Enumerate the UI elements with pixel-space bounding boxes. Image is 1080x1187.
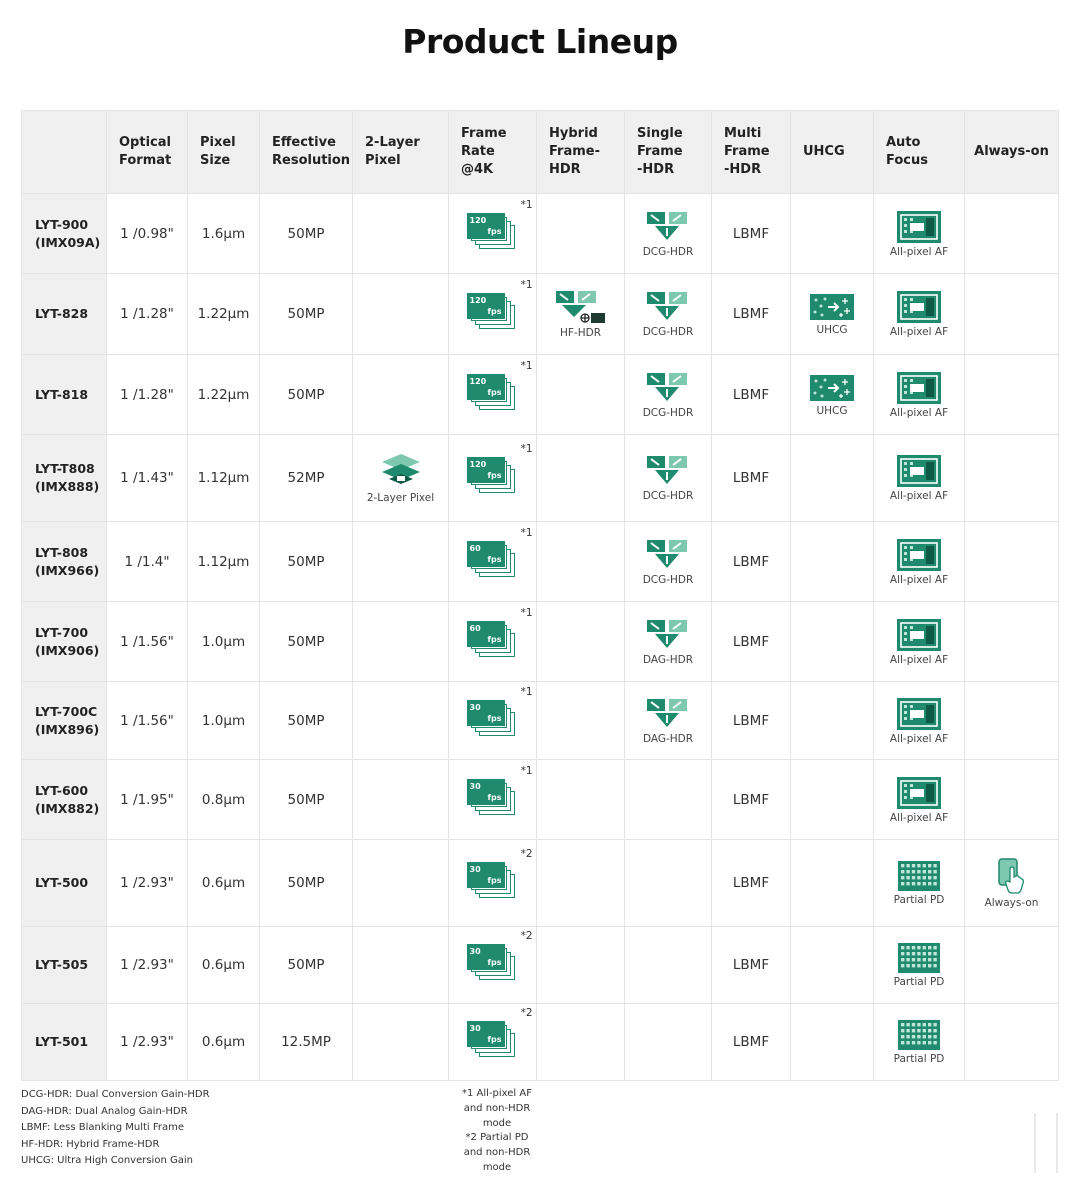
all-pixel-af-icon (896, 290, 942, 324)
footnote-line: mode (482, 1117, 512, 1129)
frame-rate-value: 60 (469, 623, 481, 633)
hdr-icon (645, 618, 691, 652)
partial-pd-icon (897, 860, 941, 892)
model-name: LYT-900 (IMX09A) (22, 194, 107, 274)
resolution-value: 50MP (287, 225, 325, 242)
two-layer-pixel (353, 452, 448, 504)
frame-rate-unit: fps (487, 634, 502, 644)
multi-frame-hdr-value: LBMF (732, 712, 770, 729)
resolution-value: 50MP (287, 712, 325, 729)
two-layer-pixel-icon (378, 452, 424, 490)
uhcg-label: UHCG (816, 324, 848, 336)
single-frame-hdr (625, 697, 711, 745)
header-auto-focus: Auto Focus (874, 111, 965, 194)
hdr-icon (645, 290, 691, 324)
pixel-size-value: 1.22μm (197, 306, 250, 322)
frame-rate-badge (467, 606, 533, 659)
two-layer-pixel-label: 2-Layer Pixel (366, 492, 435, 504)
frame-rate-unit: fps (487, 1035, 502, 1044)
hdr-icon (645, 697, 691, 731)
table-row (22, 355, 1059, 435)
glossary-item: DCG-HDR: Dual Conversion Gain-HDR (21, 1089, 210, 1100)
frame-rate-value: 120 (469, 376, 487, 386)
multi-frame-hdr-value: LBMF (732, 791, 770, 808)
header-always-on: Always-on (965, 111, 1059, 194)
frame-rate-value: 120 (469, 215, 487, 225)
pixel-size-value: 0.6μm (201, 957, 246, 973)
footnote-marker: *1 (520, 279, 533, 291)
table-row (22, 760, 1059, 840)
table-row (22, 840, 1059, 927)
single-frame-hdr-label: DAG-HDR (642, 653, 694, 666)
auto-focus-label: Partial PD (893, 894, 945, 906)
frame-rate-badge (467, 443, 533, 495)
frame-rate-badge (467, 359, 533, 412)
model-name: LYT-808 (IMX966) (22, 522, 107, 602)
auto-focus-label: Partial PD (893, 1053, 945, 1065)
pixel-size-value: 1.6μm (201, 225, 246, 242)
pixel-size-value: 1.12μm (197, 553, 250, 570)
table-row (22, 522, 1059, 602)
frame-rate-badge (467, 198, 533, 251)
frame-rate-unit: fps (487, 958, 502, 967)
header-hybrid-frame-hdr: Hybrid Frame- HDR (537, 111, 625, 194)
optical-format-value: 1 /1.56" (120, 633, 174, 650)
multi-frame-hdr-value: LBMF (732, 633, 770, 650)
footnote-line: and non-HDR (463, 1147, 531, 1159)
table-row (22, 682, 1059, 760)
pixel-size-value: 0.6μm (201, 1034, 246, 1050)
hybrid-frame-hdr (537, 289, 624, 339)
frame-rate-value: 120 (469, 296, 487, 305)
optical-format-value: 1 /1.56" (120, 712, 174, 729)
table-row (22, 274, 1059, 355)
footnotes (452, 1087, 542, 1176)
always-on (965, 857, 1058, 909)
glossary-item: DAG-HDR: Dual Analog Gain-HDR (21, 1105, 188, 1117)
single-frame-hdr (625, 290, 711, 338)
pixel-size-value: 0.8μm (201, 791, 246, 808)
footnote-marker: *1 (520, 359, 533, 372)
auto-focus-label: All-pixel AF (889, 326, 949, 338)
uhcg-icon (809, 373, 855, 403)
auto-focus (874, 210, 964, 258)
optical-format-value: 1 /1.28" (120, 386, 174, 403)
frame-rate-value: 30 (469, 947, 481, 956)
auto-focus (874, 860, 964, 906)
all-pixel-af-icon (896, 454, 942, 488)
frame-rate-badge (467, 764, 533, 817)
multi-frame-hdr-value: LBMF (732, 306, 770, 322)
table-row (22, 927, 1059, 1004)
single-frame-hdr (625, 538, 711, 586)
auto-focus-label: All-pixel AF (889, 732, 949, 745)
single-frame-hdr-label: DCG-HDR (642, 573, 694, 586)
footnote-marker: *1 (520, 606, 533, 619)
auto-focus (874, 371, 964, 419)
table-row (22, 435, 1059, 522)
multi-frame-hdr-value: LBMF (732, 957, 770, 973)
partial-pd-icon (897, 1019, 941, 1051)
watermark-mark (1034, 1113, 1058, 1173)
all-pixel-af-icon (896, 210, 942, 244)
single-frame-hdr-label: DCG-HDR (642, 406, 694, 419)
table-header-row (22, 111, 1059, 194)
model-name: LYT-818 (22, 355, 107, 435)
model-name: LYT-500 (22, 840, 107, 927)
frame-rate-unit: fps (487, 792, 502, 802)
single-frame-hdr-label: DCG-HDR (642, 490, 694, 502)
auto-focus-label: All-pixel AF (889, 406, 949, 419)
model-name: LYT-T808 (IMX888) (22, 435, 107, 522)
uhcg (791, 292, 873, 336)
resolution-value: 12.5MP (281, 1034, 331, 1050)
model-name: LYT-501 (22, 1004, 107, 1081)
optical-format-value: 1 /1.28" (120, 306, 174, 322)
glossary-item: LBMF: Less Blanking Multi Frame (21, 1122, 185, 1134)
single-frame-hdr-label: DCG-HDR (642, 245, 694, 258)
pixel-size-value: 1.0μm (201, 712, 246, 729)
pixel-size-value: 1.12μm (197, 470, 250, 486)
optical-format-value: 1 /2.93" (120, 1034, 174, 1050)
footnote-marker: *1 (520, 685, 533, 698)
resolution-value: 50MP (287, 633, 325, 650)
footnote-marker: *1 (520, 526, 533, 539)
glossary-item: UHCG: Ultra High Conversion Gain (21, 1155, 193, 1167)
resolution-value: 50MP (287, 386, 325, 403)
auto-focus (874, 1019, 964, 1065)
auto-focus (874, 290, 964, 338)
all-pixel-af-icon (896, 371, 942, 405)
single-frame-hdr-label: DCG-HDR (642, 326, 694, 338)
frame-rate-unit: fps (487, 307, 502, 316)
footnote-marker: *2 (520, 930, 533, 942)
uhcg (791, 373, 873, 417)
footnote-line: and non-HDR (463, 1102, 531, 1114)
header-optical-format: Optical Format (107, 111, 188, 194)
table-row (22, 602, 1059, 682)
auto-focus (874, 538, 964, 586)
glossary (21, 1087, 210, 1170)
page-title: Product Lineup (402, 22, 678, 61)
header-two-layer-pixel: 2-Layer Pixel (353, 111, 449, 194)
footnote-line: *2 Partial PD (465, 1132, 529, 1144)
auto-focus-label: All-pixel AF (889, 811, 949, 824)
pixel-size-value: 0.6μm (201, 875, 246, 891)
pixel-size-value: 1.0μm (201, 633, 246, 650)
single-frame-hdr (625, 454, 711, 502)
multi-frame-hdr-value: LBMF (732, 875, 770, 891)
auto-focus-label: Partial PD (893, 976, 945, 988)
table-row (22, 1004, 1059, 1081)
auto-focus (874, 618, 964, 666)
all-pixel-af-icon (896, 776, 942, 810)
all-pixel-af-icon (896, 618, 942, 652)
auto-focus (874, 942, 964, 988)
model-name: LYT-600 (IMX882) (22, 760, 107, 840)
all-pixel-af-icon (896, 538, 942, 572)
auto-focus-label: All-pixel AF (889, 490, 949, 502)
always-on-label: Always-on (984, 897, 1039, 909)
frame-rate-badge (467, 848, 533, 900)
header-corner (22, 111, 107, 194)
resolution-value: 50MP (287, 306, 325, 322)
frame-rate-unit: fps (487, 876, 502, 885)
auto-focus-label: All-pixel AF (889, 653, 949, 666)
single-frame-hdr (625, 618, 711, 666)
optical-format-value: 1 /1.95" (120, 791, 174, 808)
single-frame-hdr (625, 210, 711, 258)
header-uhcg: UHCG (791, 111, 874, 194)
frame-rate-unit: fps (487, 471, 502, 480)
header-pixel-size: Pixel Size (188, 111, 260, 194)
frame-rate-value: 30 (469, 865, 481, 874)
multi-frame-hdr-value: LBMF (732, 1034, 770, 1050)
hf-hdr-icon (554, 289, 608, 325)
resolution-value: 50MP (287, 875, 325, 891)
optical-format-value: 1 /1.43" (120, 470, 174, 486)
hdr-icon (645, 538, 691, 572)
footnote-marker: *1 (520, 198, 533, 211)
frame-rate-unit: fps (487, 713, 502, 723)
optical-format-value: 1 /1.4" (124, 553, 170, 570)
multi-frame-hdr-value: LBMF (732, 553, 770, 570)
frame-rate-badge (467, 279, 533, 331)
single-frame-hdr (625, 371, 711, 419)
single-frame-hdr-label: DAG-HDR (642, 732, 694, 745)
frame-rate-value: 30 (469, 781, 481, 791)
resolution-value: 50MP (287, 791, 325, 808)
hybrid-frame-hdr-label: HF-HDR (559, 327, 601, 339)
frame-rate-value: 120 (469, 460, 487, 469)
frame-rate-value: 30 (469, 702, 481, 712)
uhcg-icon (809, 292, 855, 322)
auto-focus (874, 776, 964, 824)
resolution-value: 50MP (287, 553, 325, 570)
frame-rate-unit: fps (487, 554, 502, 564)
frame-rate-unit: fps (487, 226, 502, 236)
resolution-value: 52MP (287, 470, 325, 486)
footnote-marker: *2 (520, 1007, 533, 1019)
table-row (22, 194, 1059, 274)
footnote-marker: *2 (520, 848, 533, 860)
header-effective-resolution: Effective Resolution (260, 111, 353, 194)
frame-rate-value: 30 (469, 1024, 481, 1033)
hdr-icon (645, 454, 691, 488)
partial-pd-icon (897, 942, 941, 974)
header-frame-rate: Frame Rate @4K (449, 111, 537, 194)
auto-focus (874, 697, 964, 745)
always-on-icon (996, 857, 1028, 895)
frame-rate-value: 60 (469, 543, 481, 553)
frame-rate-badge (467, 930, 533, 982)
model-name: LYT-828 (22, 274, 107, 355)
optical-format-value: 1 /0.98" (120, 225, 174, 242)
footnote-marker: *1 (520, 764, 533, 777)
all-pixel-af-icon (896, 697, 942, 731)
footnote-line: mode (482, 1161, 512, 1173)
optical-format-value: 1 /2.93" (120, 957, 174, 973)
hdr-icon (645, 210, 691, 244)
footnote-line: *1 All-pixel AF (462, 1088, 532, 1099)
multi-frame-hdr-value: LBMF (732, 470, 770, 486)
uhcg-label: UHCG (816, 404, 848, 417)
header-single-frame-hdr: Single Frame -HDR (625, 111, 712, 194)
header-multi-frame-hdr: Multi Frame -HDR (712, 111, 791, 194)
resolution-value: 50MP (287, 957, 325, 973)
footnote-marker: *1 (520, 443, 533, 455)
hdr-icon (645, 371, 691, 405)
frame-rate-badge (467, 1007, 533, 1059)
glossary-item: HF-HDR: Hybrid Frame-HDR (21, 1138, 160, 1150)
frame-rate-badge (467, 526, 533, 579)
auto-focus-label: All-pixel AF (889, 573, 949, 586)
product-lineup-table (21, 110, 1059, 1081)
multi-frame-hdr-value: LBMF (732, 386, 770, 403)
frame-rate-unit: fps (487, 387, 502, 397)
auto-focus-label: All-pixel AF (889, 245, 949, 258)
frame-rate-badge (467, 685, 533, 738)
optical-format-value: 1 /2.93" (120, 875, 174, 891)
model-name: LYT-700C (IMX896) (22, 682, 107, 760)
model-name: LYT-700 (IMX906) (22, 602, 107, 682)
model-name: LYT-505 (22, 927, 107, 1004)
multi-frame-hdr-value: LBMF (732, 225, 770, 242)
auto-focus (874, 454, 964, 502)
pixel-size-value: 1.22μm (197, 386, 250, 403)
